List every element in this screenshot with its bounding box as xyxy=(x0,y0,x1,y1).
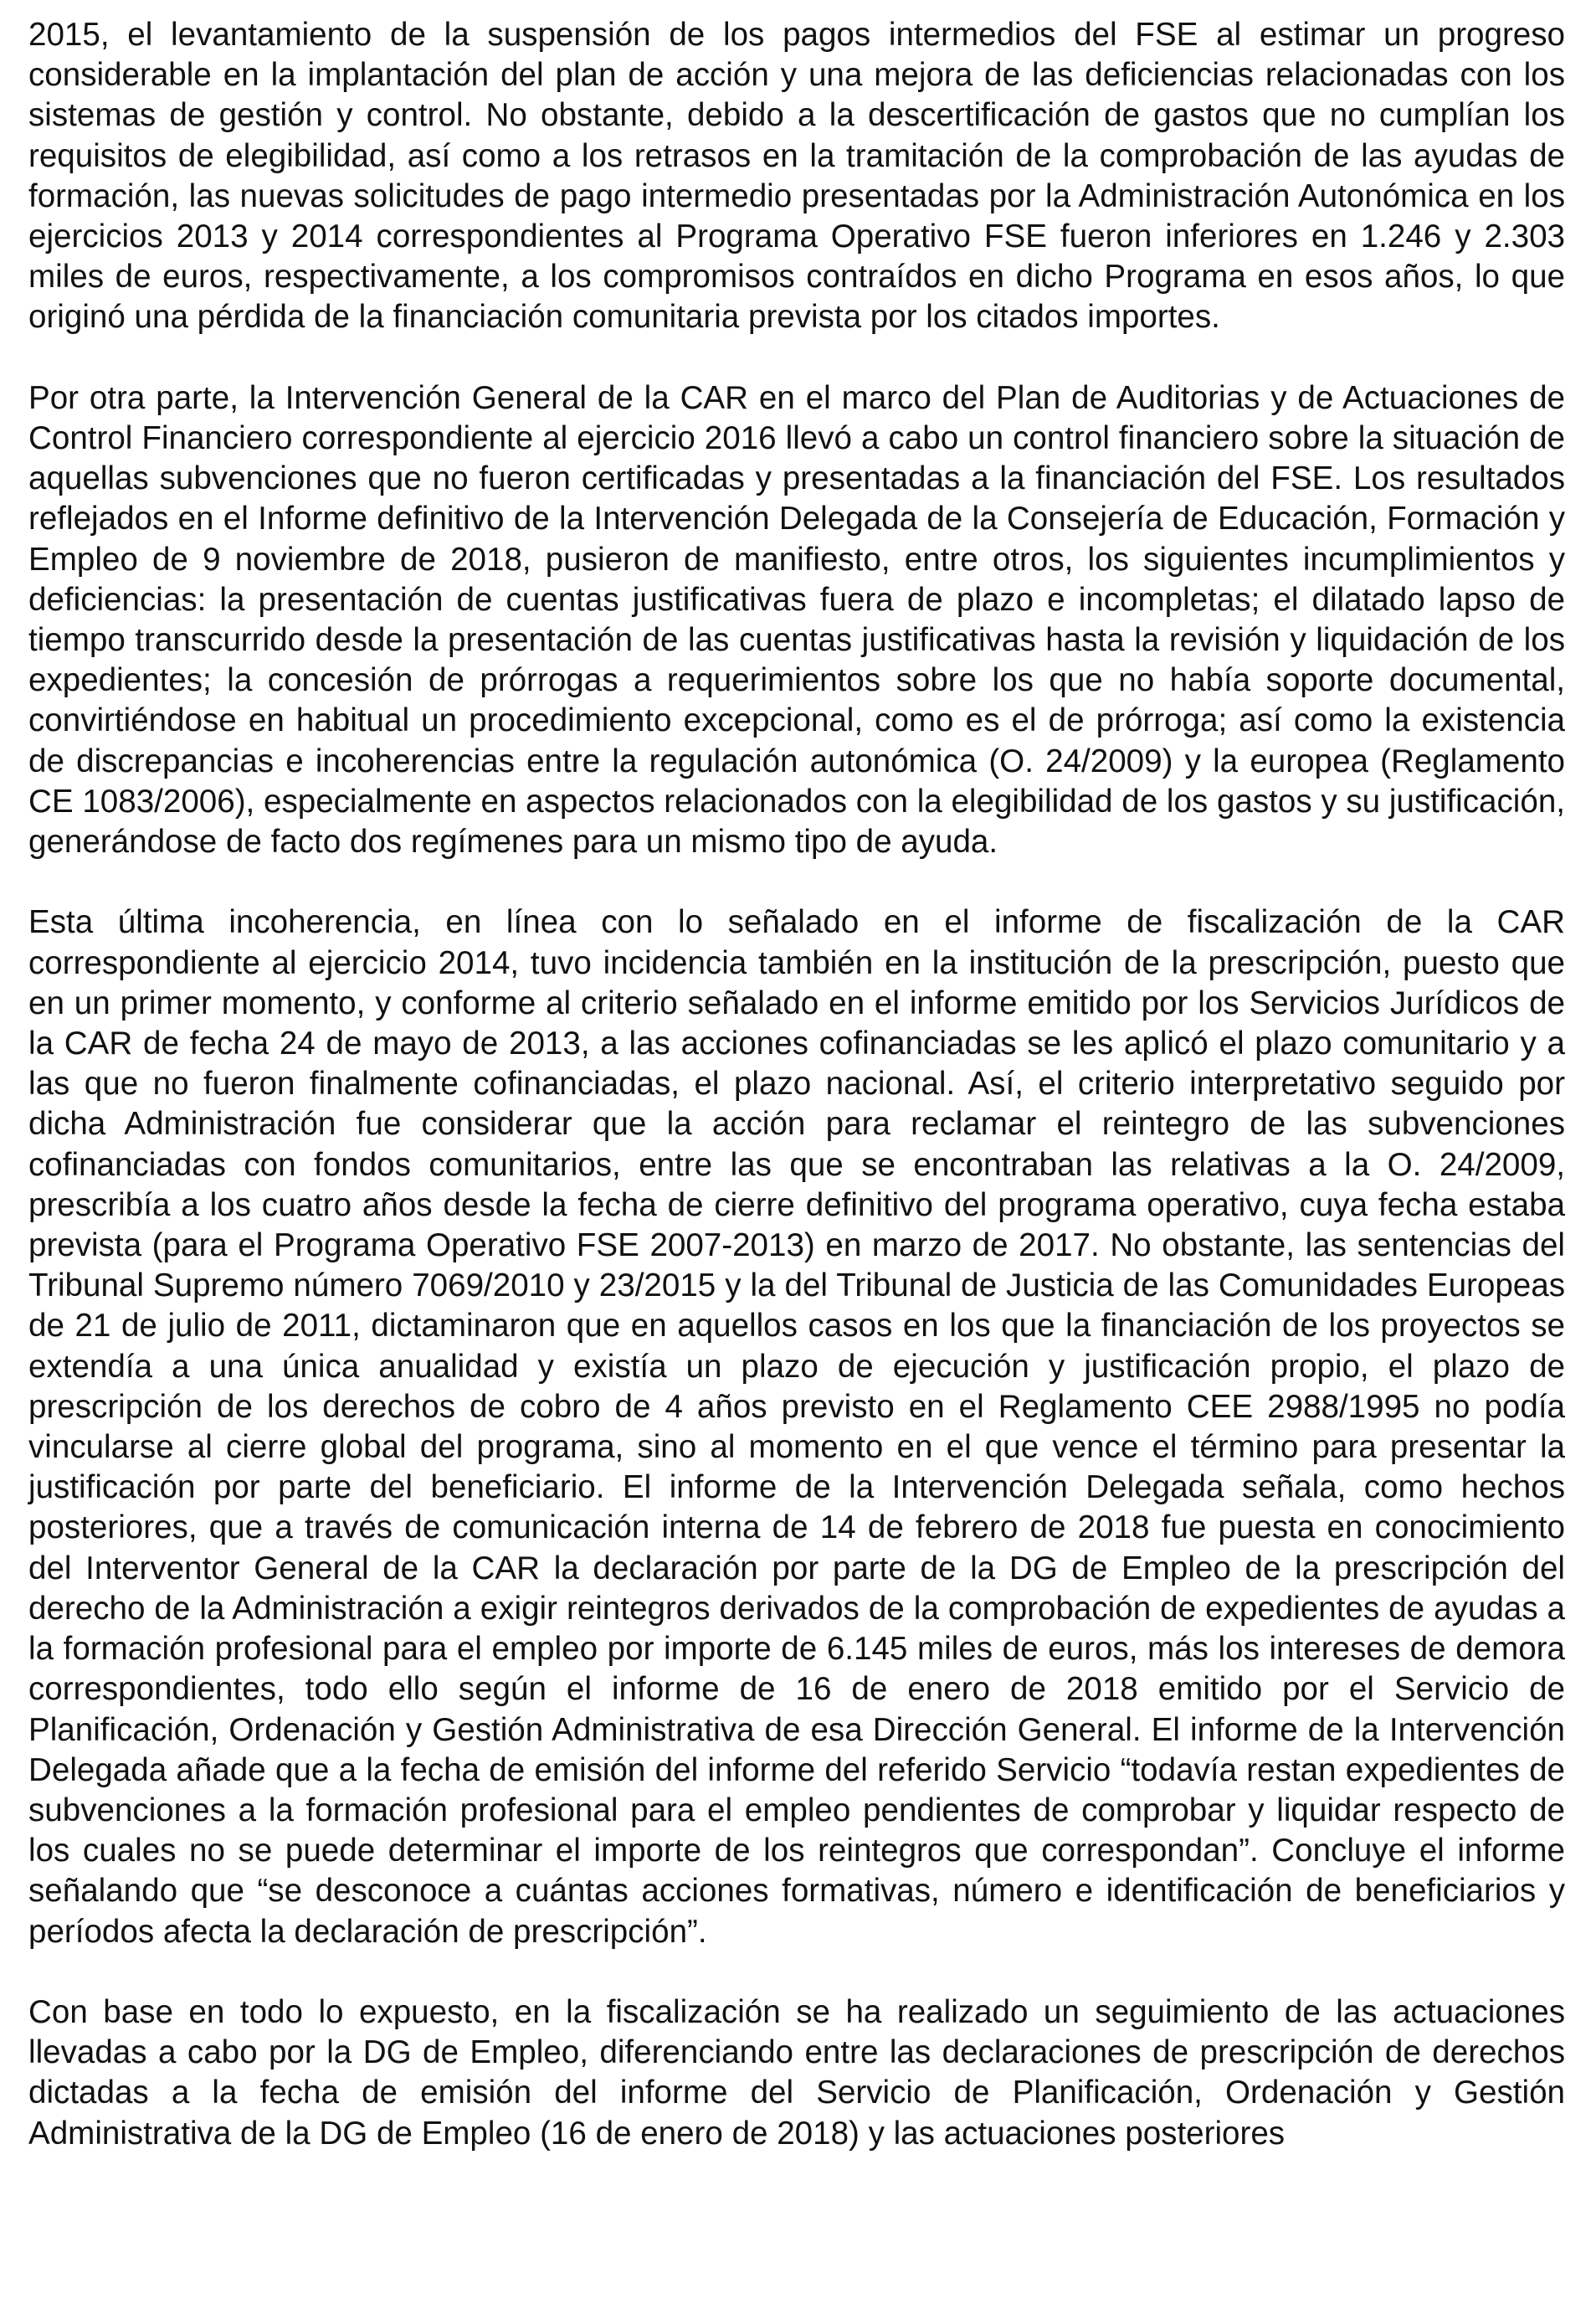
paragraph-prescription: Esta última incoherencia, en línea con lo señalado en el informe de fiscalización de la CAR correspondiente al ejercicio 2014, tuvo incidencia también en la institución de la prescripción, puesto que en un primer momento, y conforme al criterio señalado en el informe emitido por los Servicios Jurídicos de la CAR de fecha 24 de mayo de 2013, a las acciones cofinanciadas se les aplicó el plazo comunitario y a las que no fueron finalmente cofinanciadas, el plazo nacional. Así, el criterio interpretativo seguido por dicha Administración fue considerar que la acción para reclamar el reintegro de las subvenciones cofinanciadas con fondos comunitarios, entre las que se encontraban las relativas a la O. 24/2009, prescribía a los cuatro años desde la fecha de cierre definitivo del programa operativo, cuya fecha estaba prevista (para el Programa Operativo FSE 2007-2013) en marzo de 2017. No obstante, las sentencias del Tribunal Supremo número 7069/2010 y 23/2015 y la del Tribunal de Justicia de las Comunidades Europeas de 21 de julio de 2011, dictaminaron que en aquellos casos en los que la financiación de los proyectos se extendía a una única anualidad y existía un plazo de ejecución y justificación propio, el plazo de prescripción de los derechos de cobro de 4 años previsto en el Reglamento CEE 2988/1995 no podía vincularse al cierre global del programa, sino al momento en el que vence el término para presentar la justificación por parte del beneficiario. El informe de la Intervención Delegada señala, como hechos posteriores, que a través de comunicación interna de 14 de febrero de 2018 fue puesta en conocimiento del Interventor General de la CAR la declaración por parte de la DG de Empleo de la prescripción del derecho de la Administración a exigir reintegros derivados de la comprobación de expedientes de ayudas a la formación profesional para el empleo por importe de 6.145 miles de euros, más los intereses de demora correspondientes, todo ello según el informe de 16 de enero de 2018 emitido por el Servicio de Planificación, Ordenación y Gestión Administrativa de esa Dirección General. El informe de la Intervención Delegada añade que a la fecha de emisión del informe del referido Servicio “todavía restan expedientes de subvenciones a la formación profesional para el empleo pendientes de comprobar y liquidar respecto de los cuales no se puede determinar el importe de los reintegros que correspondan”. Concluye el informe señalando que “se desconoce a cuántas acciones formativas, número e identificación de beneficiarios y períodos afecta la declaración de prescripción”. xyxy=(28,904,1565,1950)
paragraph-fse-payments: 2015, el levantamiento de la suspensión de los pagos intermedios del FSE al estimar un progreso considerable en la implantación del plan de acción y una mejora de las deficiencias relacionadas con los sistemas de gestión y control. No obstante, debido a la descertificación de gastos que no cumplían los requisitos de elegibilidad, así como a los retrasos en la tramitación de la comprobación de las ayudas de formación, las nuevas solicitudes de pago intermedio presentadas por la Administración Autonómica en los ejercicios 2013 y 2014 correspondientes al Programa Operativo FSE fueron inferiores en 1.246 y 2.303 miles de euros, respectivamente, a los compromisos contraídos en dicho Programa en esos años, lo que originó una pérdida de la financiación comunitaria prevista por los citados importes. xyxy=(28,17,1565,336)
paragraph-follow-up: Con base en todo lo expuesto, en la fiscalización se ha realizado un seguimiento de las actuaciones llevadas a cabo por la DG de Empleo, diferenciando entre las declaraciones de prescripción de derechos dictadas a la fecha de emisión del informe del Servicio de Planificación, Ordenación y Gestión Administrativa de la DG de Empleo (16 de enero de 2018) y las actuaciones posteriores xyxy=(28,1993,1565,2152)
paragraph-financial-control: Por otra parte, la Intervención General de la CAR en el marco del Plan de Auditorias y de Actuaciones de Control Financiero correspondiente al ejercicio 2016 llevó a cabo un control financiero sobre la situación de aquellas subvenciones que no fueron certificadas y presentadas a la financiación del FSE. Los resultados reflejados en el Informe definitivo de la Intervención Delegada de la Consejería de Educación, Formación y Empleo de 9 noviembre de 2018, pusieron de manifiesto, entre otros, los siguientes incumplimientos y deficiencias: la presentación de cuentas justificativas fuera de plazo e incompletas; el dilatado lapso de tiempo transcurrido desde la presentación de las cuentas justificativas hasta la revisión y liquidación de los expedientes; la concesión de prórrogas a requerimientos sobre los que no había soporte documental, convirtiéndose en habitual un procedimiento excepcional, como es el de prórroga; así como la existencia de discrepancias e incoherencias entre la regulación autonómica (O. 24/2009) y la europea (Reglamento CE 1083/2006), especialmente en aspectos relacionados con la elegibilidad de los gastos y su justificación, generándose de facto dos regímenes para un mismo tipo de ayuda. xyxy=(28,379,1565,861)
document-body xyxy=(28,15,1565,2154)
